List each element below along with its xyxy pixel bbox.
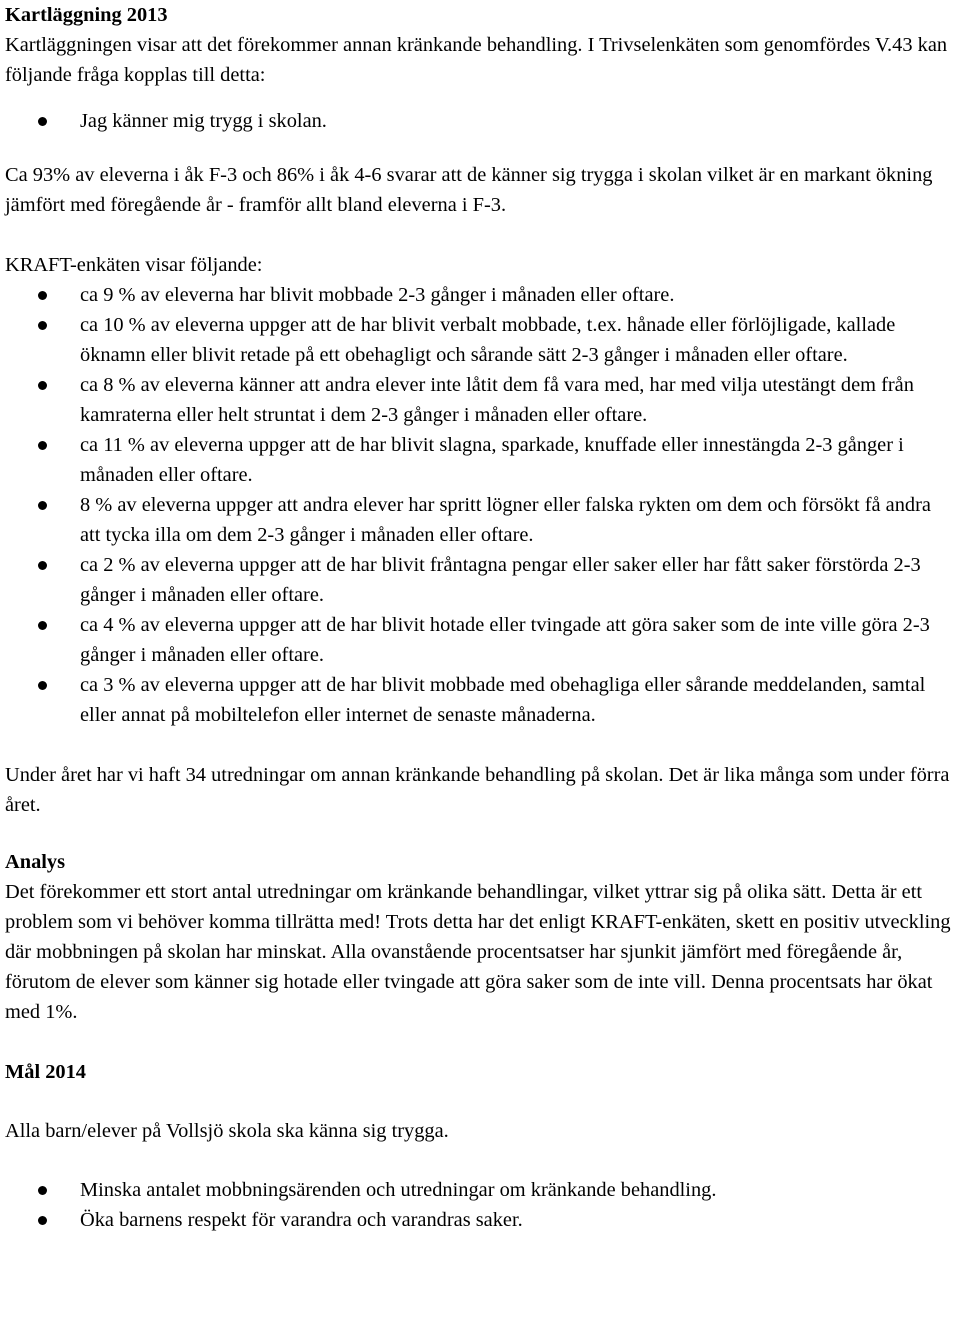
- bullet-icon: [38, 381, 47, 390]
- list-item: [5, 280, 954, 310]
- list-item-text: ca 11 % av eleverna uppger att de har blivit slagna, sparkade, knuffade eller innestängda 2-3 gånger i månaden eller oftare.: [80, 434, 904, 486]
- list-item: [5, 310, 954, 370]
- bullet-icon: [38, 1186, 47, 1195]
- section-heading-goal: Mål 2014: [5, 1061, 86, 1083]
- list-item-text: ca 2 % av eleverna uppger att de har blivit fråntagna pengar eller saker eller har fått saker förstörda 2-3 gånger i månaden eller oftare.: [80, 554, 921, 606]
- list-item-text: Minska antalet mobbningsärenden och utredningar om kränkande behandling.: [80, 1179, 717, 1201]
- list-item: [5, 106, 954, 136]
- kraft-intro: KRAFT-enkäten visar följande:: [5, 254, 263, 276]
- bullet-icon: [38, 681, 47, 690]
- list-item-text: Jag känner mig trygg i skolan.: [80, 110, 327, 132]
- mapping-intro: Kartläggningen visar att det förekommer annan kränkande behandling. I Trivselenkäten som genomfördes V.43 kan följande fråga kopplas till detta:: [5, 34, 948, 86]
- section-heading-analysis: Analys: [5, 851, 66, 873]
- list-item: [5, 490, 954, 550]
- list-item-text: ca 9 % av eleverna har blivit mobbade 2-3 gånger i månaden eller oftare.: [80, 284, 675, 306]
- list-item-text: Öka barnens respekt för varandra och varandras saker.: [80, 1209, 523, 1231]
- goal-statement: Alla barn/elever på Vollsjö skola ska känna sig trygga.: [5, 1120, 449, 1142]
- list-item: [5, 1205, 954, 1235]
- list-item: [5, 370, 954, 430]
- list-item-text: ca 10 % av eleverna uppger att de har blivit verbalt mobbade, t.ex. hånade eller förlöjligade, kallade öknamn eller blivit retade på ett obehagligt och sårande sätt 2-3 gånger i månaden eller oftare.: [80, 314, 896, 366]
- section-heading-mapping: Kartläggning 2013: [5, 4, 168, 26]
- list-item-text: 8 % av eleverna uppger att andra elever har spritt lögner eller falska rykten om dem och försökt få andra att tycka illa om dem 2-3 gånger i månaden eller oftare.: [80, 494, 931, 546]
- bullet-icon: [38, 441, 47, 450]
- list-item-text: ca 4 % av eleverna uppger att de har blivit hotade eller tvingade att göra saker som de inte ville göra 2-3 gånger i månaden eller oftare.: [80, 614, 930, 666]
- bullet-icon: [38, 501, 47, 510]
- bullet-icon: [38, 621, 47, 630]
- list-item: [5, 550, 954, 610]
- investigations-summary: Under året har vi haft 34 utredningar om annan kränkande behandling på skolan. Det är lika många som under förra året.: [5, 764, 950, 816]
- bullet-icon: [38, 561, 47, 570]
- question-list: [5, 106, 954, 136]
- bullet-icon: [38, 321, 47, 330]
- list-item-text: ca 3 % av eleverna uppger att de har blivit mobbade med obehagliga eller sårande meddelanden, samtal eller annat på mobiltelefon eller internet de senaste månaderna.: [80, 674, 926, 726]
- bullet-icon: [38, 117, 47, 126]
- list-item: [5, 1175, 954, 1205]
- kraft-list: [5, 280, 954, 730]
- survey-result: Ca 93% av eleverna i åk F-3 och 86% i åk 4-6 svarar att de känner sig trygga i skolan vilket är en markant ökning jämfört med föregående år - framför allt bland eleverna i F-3.: [5, 164, 933, 216]
- list-item-text: ca 8 % av eleverna känner att andra elever inte låtit dem få vara med, har med vilja utestängt dem från kamraterna eller helt struntat i dem 2-3 gånger i månaden eller oftare.: [80, 374, 914, 426]
- list-item: [5, 610, 954, 670]
- analysis-text: Det förekommer ett stort antal utredningar om kränkande behandlingar, vilket yttrar sig på olika sätt. Detta är ett problem som vi behöver komma tillrätta med! Trots detta har det enligt KRAFT-enkäten, skett en positiv utveckling där mobbningen på skolan har minskat. Alla ovanstående procentsatser har sjunkit jämfört med föregående år, förutom de elever som känner sig hotade eller tvingade att göra saker som de inte vill. Denna procentsats har ökat med 1%.: [5, 881, 951, 1023]
- goal-list: [5, 1175, 954, 1235]
- bullet-icon: [38, 291, 47, 300]
- list-item: [5, 430, 954, 490]
- list-item: [5, 670, 954, 730]
- bullet-icon: [38, 1216, 47, 1225]
